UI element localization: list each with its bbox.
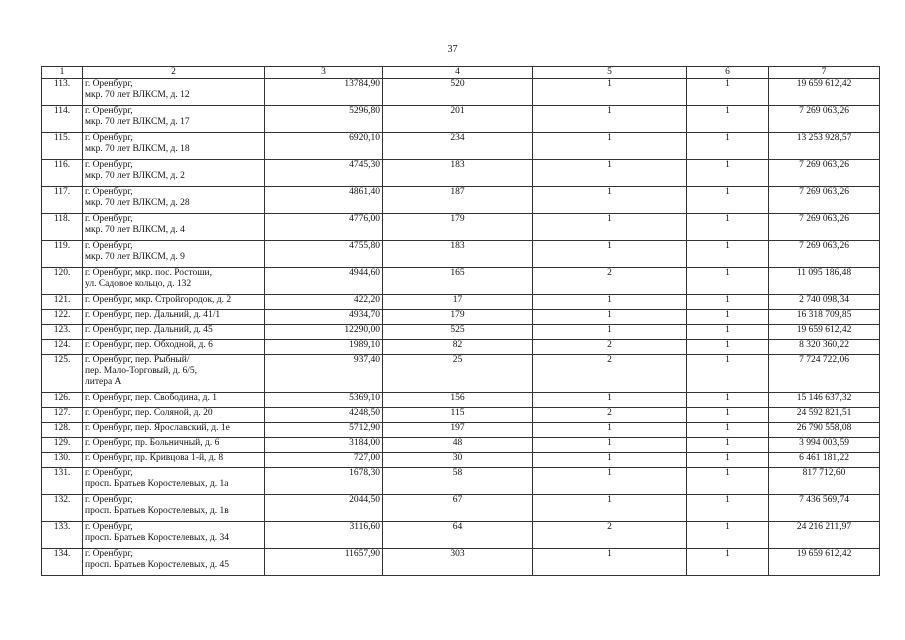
column-6-cell: 1	[687, 160, 769, 187]
address-line: г. Оренбург,	[85, 214, 133, 224]
row-number-cell: 118.	[42, 214, 83, 241]
cost-cell: 19 659 612,42	[769, 79, 880, 106]
column-6-cell: 1	[687, 187, 769, 214]
row-number-cell: 115.	[42, 133, 83, 160]
address-line: г. Оренбург,	[85, 133, 133, 143]
cost-cell: 15 146 637,32	[769, 393, 880, 408]
cost-cell: 7 269 063,26	[769, 187, 880, 214]
column-6-cell: 1	[687, 495, 769, 522]
column-5-cell: 2	[533, 355, 687, 393]
area-cell: 1678,30	[265, 468, 383, 495]
address-line: пер. Мало-Торговый, д. 6/5,	[85, 366, 198, 376]
table-row	[42, 522, 880, 549]
cost-cell: 6 461 181,22	[769, 453, 880, 468]
table-row	[42, 549, 880, 576]
column-5-cell: 1	[533, 295, 687, 310]
column-5-cell: 1	[533, 160, 687, 187]
area-cell: 3116,60	[265, 522, 383, 549]
column-4-cell: 30	[383, 453, 533, 468]
address-line: мкр. 70 лет ВЛКСМ, д. 12	[85, 90, 190, 100]
table-row	[42, 133, 880, 160]
address-cell	[83, 393, 265, 408]
column-6-cell: 1	[687, 295, 769, 310]
column-6-cell: 1	[687, 393, 769, 408]
cost-cell: 16 318 709,85	[769, 310, 880, 325]
address-line: г. Оренбург, пер. Дальний, д. 41/1	[85, 310, 221, 320]
row-number-cell: 124.	[42, 340, 83, 355]
address-cell	[83, 133, 265, 160]
address-line: мкр. 70 лет ВЛКСМ, д. 18	[85, 144, 190, 154]
column-4-cell: 183	[383, 241, 533, 268]
address-cell	[83, 408, 265, 423]
address-cell	[83, 340, 265, 355]
column-6-cell: 1	[687, 133, 769, 160]
cost-cell: 24 592 821,51	[769, 408, 880, 423]
address-line: г. Оренбург, пер. Обходной, д. 6	[85, 340, 213, 350]
area-cell: 4861,40	[265, 187, 383, 214]
area-cell: 4745,30	[265, 160, 383, 187]
row-number-cell: 131.	[42, 468, 83, 495]
address-line: мкр. 70 лет ВЛКСМ, д. 28	[85, 198, 190, 208]
column-5-cell: 2	[533, 268, 687, 295]
column-6-cell: 1	[687, 79, 769, 106]
table-row	[42, 453, 880, 468]
address-line: г. Оренбург, пер. Ярославский, д. 1е	[85, 423, 230, 433]
cost-cell: 2 740 098,34	[769, 295, 880, 310]
area-cell: 4248,50	[265, 408, 383, 423]
table-row	[42, 295, 880, 310]
column-6-cell: 1	[687, 106, 769, 133]
column-5-cell: 1	[533, 453, 687, 468]
column-6-cell: 1	[687, 241, 769, 268]
cost-cell: 26 790 558,08	[769, 423, 880, 438]
cost-cell: 7 269 063,26	[769, 160, 880, 187]
address-cell	[83, 495, 265, 522]
address-line: г. Оренбург, пер. Дальний, д. 45	[85, 325, 213, 335]
cost-cell: 11 095 186,48	[769, 268, 880, 295]
column-4-cell: 179	[383, 214, 533, 241]
column-5-cell: 1	[533, 423, 687, 438]
row-number-cell: 125.	[42, 355, 83, 393]
area-cell: 4944,60	[265, 268, 383, 295]
address-line: просп. Братьев Коростелевых, д. 1а	[85, 479, 229, 489]
column-6-cell: 1	[687, 340, 769, 355]
row-number-cell: 119.	[42, 241, 83, 268]
table-row	[42, 438, 880, 453]
row-number-cell: 117.	[42, 187, 83, 214]
address-cell	[83, 325, 265, 340]
address-line: г. Оренбург,	[85, 106, 133, 116]
address-line: г. Оренбург, пер. Свободина, д. 1	[85, 393, 217, 403]
column-5-cell: 1	[533, 438, 687, 453]
address-cell	[83, 106, 265, 133]
area-cell: 4755,80	[265, 241, 383, 268]
row-number-cell: 126.	[42, 393, 83, 408]
address-cell	[83, 423, 265, 438]
address-line: г. Оренбург, мкр. Стройгородок, д. 2	[85, 295, 232, 305]
table-row	[42, 187, 880, 214]
row-number-cell: 127.	[42, 408, 83, 423]
address-cell	[83, 79, 265, 106]
cost-cell: 3 994 003,59	[769, 438, 880, 453]
address-cell	[83, 549, 265, 576]
table-row	[42, 160, 880, 187]
address-line: просп. Братьев Коростелевых, д. 1в	[85, 506, 229, 516]
cost-cell: 7 269 063,26	[769, 214, 880, 241]
address-line: г. Оренбург, пер. Соляной, д. 20	[85, 408, 213, 418]
column-6-cell: 1	[687, 549, 769, 576]
area-cell: 11657,90	[265, 549, 383, 576]
cost-cell: 19 659 612,42	[769, 549, 880, 576]
column-4-cell: 179	[383, 310, 533, 325]
column-5-cell: 1	[533, 310, 687, 325]
address-line: г. Оренбург, пр. Кривцова 1-й, д. 8	[85, 453, 224, 463]
row-number-cell: 133.	[42, 522, 83, 549]
column-6-cell: 1	[687, 268, 769, 295]
column-6-cell: 1	[687, 325, 769, 340]
column-4-cell: 234	[383, 133, 533, 160]
column-5-cell: 1	[533, 393, 687, 408]
column-4-cell: 520	[383, 79, 533, 106]
column-5-cell: 1	[533, 468, 687, 495]
cost-cell: 7 436 569,74	[769, 495, 880, 522]
column-4-cell: 165	[383, 268, 533, 295]
address-line: мкр. 70 лет ВЛКСМ, д. 17	[85, 117, 190, 127]
column-6-cell: 1	[687, 214, 769, 241]
column-4-cell: 82	[383, 340, 533, 355]
column-6-cell: 1	[687, 355, 769, 393]
address-line: г. Оренбург,	[85, 522, 133, 532]
area-cell: 12290,00	[265, 325, 383, 340]
area-cell: 422,20	[265, 295, 383, 310]
table-row	[42, 423, 880, 438]
address-line: просп. Братьев Коростелевых, д. 45	[85, 560, 229, 570]
area-cell: 6920,10	[265, 133, 383, 160]
cost-cell: 24 216 211,97	[769, 522, 880, 549]
column-5-cell: 2	[533, 522, 687, 549]
address-cell	[83, 268, 265, 295]
cost-cell: 8 320 360,22	[769, 340, 880, 355]
column-4-cell: 58	[383, 468, 533, 495]
table-row	[42, 241, 880, 268]
cost-cell: 19 659 612,42	[769, 325, 880, 340]
column-header: 3	[265, 67, 383, 79]
row-number-cell: 116.	[42, 160, 83, 187]
column-header: 2	[83, 67, 265, 79]
row-number-cell: 114.	[42, 106, 83, 133]
column-6-cell: 1	[687, 310, 769, 325]
address-line: г. Оренбург, мкр. пос. Ростоши,	[85, 268, 212, 278]
cost-cell: 13 253 928,57	[769, 133, 880, 160]
table-row	[42, 106, 880, 133]
column-header: 6	[687, 67, 769, 79]
header-row	[42, 67, 880, 79]
column-6-cell: 1	[687, 438, 769, 453]
address-line: г. Оренбург,	[85, 468, 133, 478]
column-5-cell: 1	[533, 495, 687, 522]
column-5-cell: 1	[533, 187, 687, 214]
table-row	[42, 310, 880, 325]
column-6-cell: 1	[687, 408, 769, 423]
table-row	[42, 468, 880, 495]
row-number-cell: 123.	[42, 325, 83, 340]
cost-cell: 7 724 722,06	[769, 355, 880, 393]
column-4-cell: 183	[383, 160, 533, 187]
area-cell: 2044,50	[265, 495, 383, 522]
address-cell	[83, 355, 265, 393]
area-cell: 727,00	[265, 453, 383, 468]
area-cell: 5296,80	[265, 106, 383, 133]
column-header: 1	[42, 67, 83, 79]
table-row	[42, 325, 880, 340]
column-5-cell: 2	[533, 340, 687, 355]
column-5-cell: 1	[533, 106, 687, 133]
column-4-cell: 48	[383, 438, 533, 453]
column-6-cell: 1	[687, 522, 769, 549]
address-line: г. Оренбург,	[85, 160, 133, 170]
address-line: г. Оренбург,	[85, 79, 133, 89]
address-cell	[83, 438, 265, 453]
area-cell: 5369,10	[265, 393, 383, 408]
address-line: мкр. 70 лет ВЛКСМ, д. 9	[85, 252, 185, 262]
area-cell: 3184,00	[265, 438, 383, 453]
address-cell	[83, 295, 265, 310]
address-cell	[83, 214, 265, 241]
area-cell: 13784,90	[265, 79, 383, 106]
cost-cell: 7 269 063,26	[769, 106, 880, 133]
table-row	[42, 393, 880, 408]
column-5-cell: 1	[533, 214, 687, 241]
address-line: ул. Садовое кольцо, д. 132	[85, 279, 192, 289]
column-4-cell: 201	[383, 106, 533, 133]
address-line: литера А	[85, 377, 122, 387]
address-line: просп. Братьев Коростелевых, д. 34	[85, 533, 229, 543]
table-row	[42, 79, 880, 106]
area-cell: 5712,90	[265, 423, 383, 438]
column-header: 5	[533, 67, 687, 79]
table-row	[42, 355, 880, 393]
row-number-cell: 129.	[42, 438, 83, 453]
table-row	[42, 495, 880, 522]
column-4-cell: 303	[383, 549, 533, 576]
page-number: 37	[447, 44, 458, 55]
row-number-cell: 130.	[42, 453, 83, 468]
row-number-cell: 121.	[42, 295, 83, 310]
address-cell	[83, 160, 265, 187]
column-6-cell: 1	[687, 423, 769, 438]
address-line: мкр. 70 лет ВЛКСМ, д. 4	[85, 225, 185, 235]
address-cell	[83, 187, 265, 214]
area-cell: 4934,70	[265, 310, 383, 325]
registry-table	[41, 66, 880, 576]
address-cell	[83, 310, 265, 325]
address-line: г. Оренбург, пр. Больничный, д. 6	[85, 438, 220, 448]
column-5-cell: 1	[533, 133, 687, 160]
column-4-cell: 25	[383, 355, 533, 393]
cost-cell: 817 712,60	[769, 468, 880, 495]
address-line: г. Оренбург,	[85, 495, 133, 505]
area-cell: 1989,10	[265, 340, 383, 355]
column-4-cell: 156	[383, 393, 533, 408]
row-number-cell: 134.	[42, 549, 83, 576]
column-header: 7	[769, 67, 880, 79]
table-row	[42, 214, 880, 241]
address-line: г. Оренбург,	[85, 187, 133, 197]
column-4-cell: 64	[383, 522, 533, 549]
table-body	[42, 79, 880, 576]
address-line: г. Оренбург, пер. Рыбный/	[85, 355, 190, 365]
address-cell	[83, 522, 265, 549]
table-row	[42, 408, 880, 423]
address-line: г. Оренбург,	[85, 241, 133, 251]
table-row	[42, 268, 880, 295]
column-5-cell: 1	[533, 79, 687, 106]
column-6-cell: 1	[687, 453, 769, 468]
area-cell: 937,40	[265, 355, 383, 393]
column-4-cell: 115	[383, 408, 533, 423]
column-4-cell: 187	[383, 187, 533, 214]
column-4-cell: 17	[383, 295, 533, 310]
row-number-cell: 132.	[42, 495, 83, 522]
column-5-cell: 2	[533, 408, 687, 423]
column-6-cell: 1	[687, 468, 769, 495]
row-number-cell: 128.	[42, 423, 83, 438]
column-4-cell: 67	[383, 495, 533, 522]
address-cell	[83, 453, 265, 468]
area-cell: 4776,00	[265, 214, 383, 241]
table-row	[42, 340, 880, 355]
row-number-cell: 120.	[42, 268, 83, 295]
column-5-cell: 1	[533, 549, 687, 576]
column-5-cell: 1	[533, 325, 687, 340]
address-cell	[83, 468, 265, 495]
row-number-cell: 113.	[42, 79, 83, 106]
column-4-cell: 525	[383, 325, 533, 340]
address-line: г. Оренбург,	[85, 549, 133, 559]
column-4-cell: 197	[383, 423, 533, 438]
address-cell	[83, 241, 265, 268]
cost-cell: 7 269 063,26	[769, 241, 880, 268]
column-5-cell: 1	[533, 241, 687, 268]
column-header: 4	[383, 67, 533, 79]
address-line: мкр. 70 лет ВЛКСМ, д. 2	[85, 171, 185, 181]
row-number-cell: 122.	[42, 310, 83, 325]
